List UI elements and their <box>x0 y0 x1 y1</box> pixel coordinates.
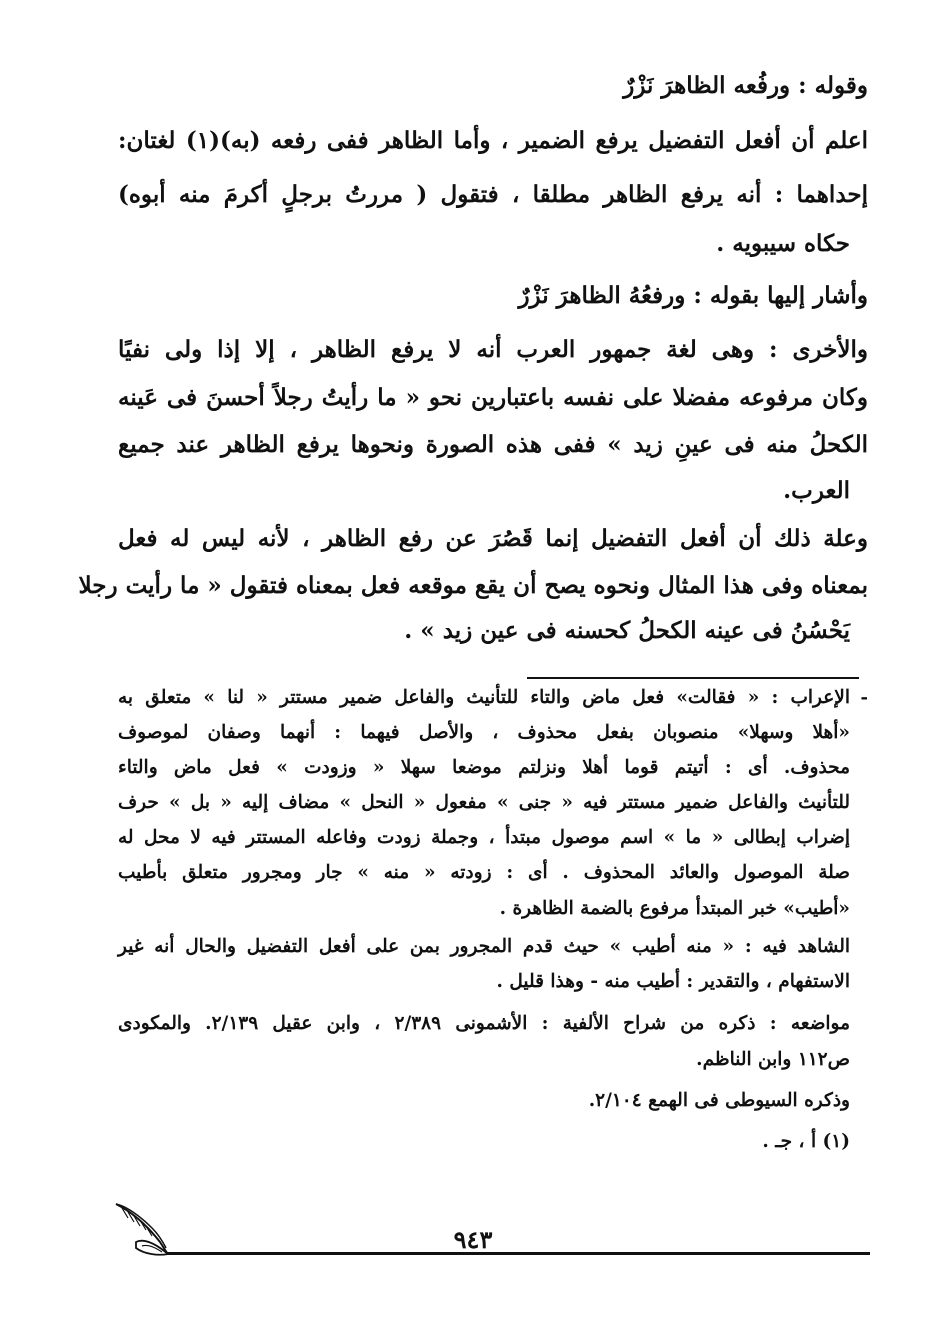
footnote-line-3: محذوف. أى : أتيتم قوما أهلا ونزلتم موضعا سهلا « وزودت » فعل ماض والتاء <box>118 757 850 778</box>
quill-pen-icon <box>112 1198 178 1258</box>
footnote-line-4: للتأنيث والفاعل ضمير مستتر فيه « جنى » مفعول « النحل » مضاف إليه « بل » حرف <box>118 792 850 813</box>
footnote-separator <box>527 677 859 679</box>
footnote-line-12: وذكره السيوطى فى الهمع ٢/١٠٤. <box>588 1090 850 1111</box>
footnote-marker: - <box>860 687 868 708</box>
main-line-8: الكحلُ منه فى عينِ زيد » ففى هذه الصورة ونحوها يرفع الظاهر عند جميع <box>118 431 868 458</box>
main-line-7: وكان مرفوعه مفضلا على نفسه باعتبارين نحو « ما رأيتُ رجلاً أحسنَ فى عَينه <box>118 384 868 411</box>
footnote-line-7: «أطيب» خبر المبتدأ مرفوع بالضمة الظاهرة . <box>499 898 850 919</box>
main-line-9: العرب. <box>783 477 850 504</box>
footnote-line-8: الشاهد فيه : « منه أطيب » حيث قدم المجرور بمن على أفعل التفضيل والحال أنه غير <box>118 936 850 957</box>
footnote-line-1: الإعراب : « فقالت» فعل ماض والتاء للتأنيث والفاعل ضمير مستتر « لنا » متعلق به <box>118 687 850 708</box>
footnote-line-11: ص١١٢ وابن الناظم. <box>696 1049 850 1070</box>
main-line-5: وأشار إليها بقوله : ورفعُهُ الظاهرَ نَزْرٌ <box>518 282 868 309</box>
main-line-4: حكاه سيبويه . <box>716 230 850 257</box>
footnote-line-10: مواضعه : ذكره من شراح الألفية : الأشمونى ٢/٣٨٩ ، وابن عقيل ٢/١٣٩. والمكودى <box>118 1013 851 1034</box>
main-line-6: والأخرى : وهى لغة جمهور العرب أنه لا يرفع الظاهر ، إلا إذا ولى نفيًا <box>118 336 868 363</box>
footnote-line-6: صلة الموصول والعائد المحذوف . أى : زودته « منه » جار ومجرور متعلق بأطيب <box>118 862 850 883</box>
main-line-2: اعلم أن أفعل التفضيل يرفع الضمير ، وأما الظاهر ففى رفعه (به)(١) لغتان: <box>118 127 868 154</box>
main-line-3: إحداهما : أنه يرفع الظاهر مطلقا ، فتقول ( مررتُ برجلٍ أكرمَ منه أبوه) <box>118 181 868 208</box>
page-number: ٩٤٣ <box>453 1225 493 1254</box>
footnote-line-9: الاستفهام ، والتقدير : أطيب منه - وهذا قليل . <box>496 971 850 992</box>
main-line-11: بمعناه وفى هذا المثال ونحوه يصح أن يقع موقعه فعل بمعناه فتقول « ما رأيت رجلا <box>78 572 868 599</box>
main-line-12: يَحْسُنُ فى عينه الكحلُ كحسنه فى عين زيد » . <box>404 617 850 644</box>
main-line-10: وعلة ذلك أن أفعل التفضيل إنما قَصُرَ عن رفع الظاهر ، لأنه ليس له فعل <box>118 525 868 552</box>
footnote-ref-1: (١) أ ، جـ . <box>762 1131 850 1152</box>
footnote-line-2: «أهلا وسهلا» منصوبان بفعل محذوف ، والأصل فيهما : أنهما وصفان لموصوف <box>118 722 850 743</box>
footnote-line-5: إضراب إبطالى « ما » اسم موصول مبتدأ ، وجملة زودت وفاعله المستتر فيه لا محل له <box>118 827 850 848</box>
main-line-1: وقوله : ورفُعه الظاهرَ نَزْرٌ <box>623 72 868 99</box>
bottom-rule <box>160 1252 870 1255</box>
